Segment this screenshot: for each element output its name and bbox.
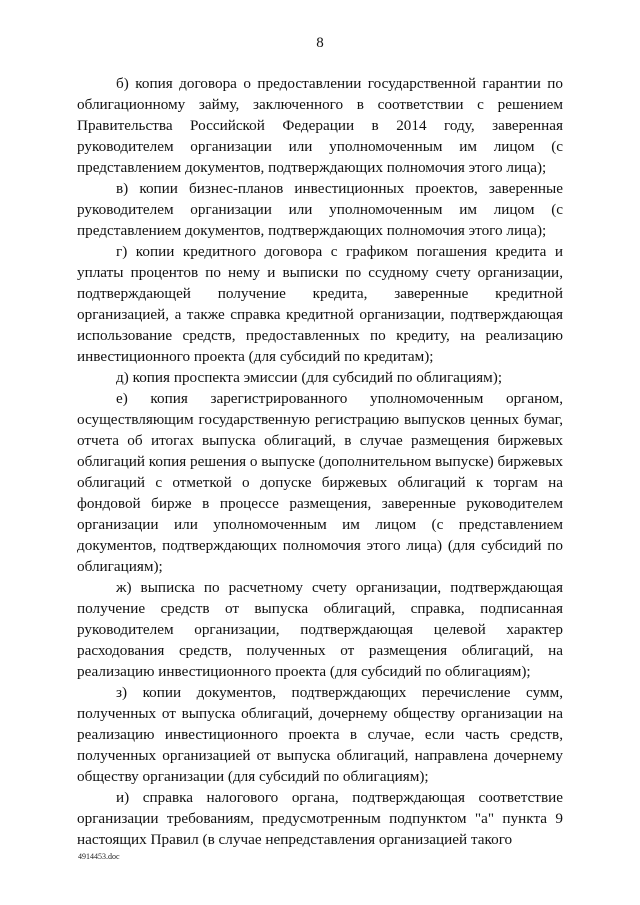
- paragraph-b: б) копия договора о предоставлении государственной гарантии по облигационному займу, заключенного в соответствии с решением Правительства Российской Федерации в 2014 году, заверенная руководителем организации или уполномоченным им лицом (с представлением документов, подтверждающих полномочия этого лица);: [77, 75, 563, 176]
- paragraph-e: е) копия зарегистрированного уполномоченным органом, осуществляющим государственную регистрацию выпусков ценных бумаг, отчета об итогах выпуска облигаций, в случае размещения биржевых облигаций копия решения о выпуске (дополнительном выпуске) биржевых облигаций с отметкой о допуске биржевых облигаций к торгам на фондовой бирже в процессе размещения, заверенные руководителем организации или уполномоченным им лицом (с представлением документов, подтверждающих полномочия этого лица) (для субсидий по облигациям);: [77, 390, 563, 575]
- paragraph-zh: ж) выписка по расчетному счету организации, подтверждающая получение средств от выпуска облигаций, справка, подписанная руководителем организации, подтверждающая целевой характер расходования средств, полученных от размещения облигаций, на реализацию инвестиционного проекта (для субсидий по облигациям);: [77, 579, 563, 680]
- footer-document-id: 4914453.doc: [78, 852, 120, 861]
- paragraph-g: г) копии кредитного договора с графиком погашения кредита и уплаты процентов по нему и выписки по ссудному счету организации, подтверждающей получение кредита, заверенные кредитной организацией, а также справка кредитной организации, подтверждающая использование средств, предоставленных по кредиту, на реализацию инвестиционного проекта (для субсидий по кредитам);: [77, 243, 563, 365]
- page-number: 8: [316, 35, 324, 51]
- body-text: [77, 73, 563, 850]
- paragraph-v: в) копии бизнес-планов инвестиционных проектов, заверенные руководителем организации или уполномоченным им лицом (с представлением документов, подтверждающих полномочия этого лица);: [77, 180, 563, 239]
- paragraph-i: и) справка налогового органа, подтверждающая соответствие организации требованиям, предусмотренным подпунктом "а" пункта 9 настоящих Правил (в случае непредставления организацией такого: [77, 789, 563, 848]
- paragraph-z: з) копии документов, подтверждающих перечисление сумм, полученных от выпуска облигаций, дочернему обществу организации на реализацию инвестиционного проекта в случае, если часть средств, полученных организацией от выпуска облигаций, направлена дочернему обществу организации (для субсидий по облигациям);: [77, 684, 563, 785]
- paragraph-d: д) копия проспекта эмиссии (для субсидий по облигациям);: [116, 369, 503, 386]
